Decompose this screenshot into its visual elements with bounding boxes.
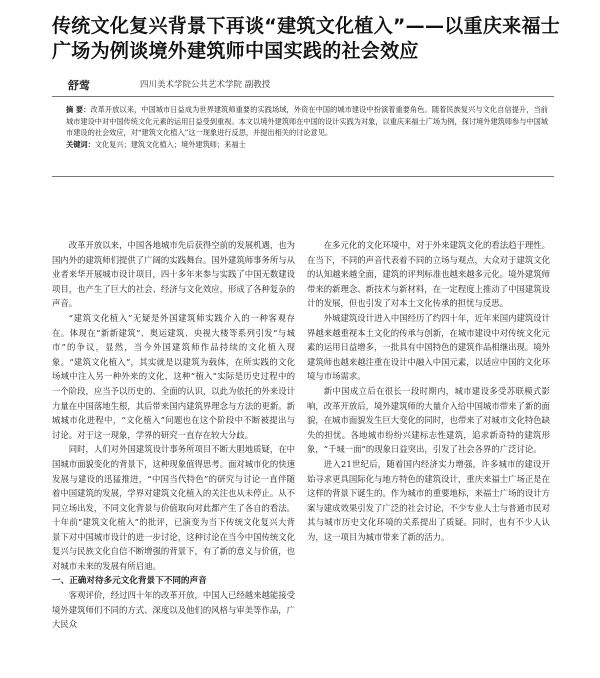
paragraph: 改革开放以来，中国各地城市先后获得空前的发展机遇，也为国内外的建筑师们提供了广阔的实践舞台。国外建筑师事务所与从业者来华开展城市设计项目，四十多年来参与实践了中国无数建设项目，也产生了巨大的社会、经济与文化效应，形成了各种复杂的声音。 [52, 240, 295, 309]
abstract-block [66, 104, 548, 150]
keywords-text: 文化复兴；建筑文化植入；境外建筑师；来福士 [94, 139, 246, 149]
author-affiliation: 四川美术学院公共艺术学院 副教授 [140, 80, 271, 90]
abstract-text: 改革开放以来，中国城市日益成为世界建筑师重要的实践场域，外资在中国的城市建设中扮演着重要角色。随着民族复兴与文化自信提升，当前城市建设中对中国传统文化元素的运用日益受到重视。本文以境外建筑师在中国的设计实践为对象，以重庆来福士广场为例，探讨境外建筑师参与中国城市建设的社会效应，对“建筑文化植入”这一现象进行反思，并提出相关的讨论意见。 [66, 105, 548, 138]
divider-top [52, 96, 554, 97]
body-column-right [307, 238, 550, 544]
section-heading: 一、正确对待多元文化背景下不同的声音 [52, 575, 207, 586]
author-name: 舒莺 [68, 79, 90, 92]
paragraph: 进入21世纪后，随着国内经济实力增强，许多城市的建设开始寻求更具国际化与地方特色的建筑设计，重庆来福士广场正是在这样的背景下诞生的。作为城市的重要地标，来福士广场的设计方案与建成效果引发了广泛的社会讨论，不少专业人士与普通市民对其与城市历史文化环境的关系提出了质疑。同时，也有不少人认为，这一项目为城市带来了新的活力。 [307, 458, 550, 542]
article-title: 传统文化复兴背景下再谈“建筑文化植入”——以重庆来福士广场为例谈境外建筑师中国实践的社会效应 [52, 15, 561, 62]
body-column-left [52, 238, 295, 632]
paragraph: 外城建筑设计进入中国经历了约四十年，近年来国内建筑设计界越来越重视本土文化的传承与创新，在城市建设中对传统文化元素的运用日益增多，一批具有中国特色的建筑作品相继出现。境外建筑师也越来越注重在设计中融入中国元素，以适应中国的文化环境与市场需求。 [307, 312, 550, 382]
paragraph: 新中国成立后在很长一段时期内，城市建设多受苏联模式影响，改革开放后，境外建筑师的大量介入给中国城市带来了新的面貌，在城市面貌发生巨大变化的同时，也带来了对城市文化特色缺失的担忧。各地城市纷纷兴建标志性建筑，追求新奇特的建筑形象，“千城一面”的现象日益突出，引发了社会各界的广泛讨论。 [307, 385, 550, 455]
paragraph: “建筑文化植入”无疑是外国建筑师实践介入的一种客观存在。体现在“新新建筑”、奥运建筑、央视大楼等系列引发“与城市”的争议，显然，当今外国建筑师作品持续的文化植入现象。“建筑文化植入”，其实就是以建筑为载体，在所实践的文化场域中注入另一种外来的文化，这种“植入”实际是历史过程中的一个阶段，应当予以历史的、全面的认识，以此为依托的外来设计力量在中国落地生根，其后带来国内建筑界理念与方法的更新。新城城市化进程中，“文化植入”问题也在这个阶段中不断被提出与讨论。对于这一现象，学界的研究一直存在较大分歧。 [52, 312, 295, 440]
keywords-label: 关键词： [66, 139, 95, 149]
keywords-line [66, 139, 548, 151]
paragraph: 在多元化的文化环境中，对于外来建筑文化的看法趋于理性。在当下，不同的声音代表着不同的立场与观点，大众对于建筑文化的认知越来越全面，建筑的评判标准也越来越多元化。境外建筑师带来的新理念、新技术与新材料，在一定程度上推动了中国建筑设计的发展，但也引发了对本土文化传承的担忧与反思。 [307, 240, 550, 309]
paragraph: 客观评价，经过四十年的改革开放，中国人已经越来越能接受境外建筑师们不同的方式、深度以及他们的风格与审美等作品，广大民众 [52, 590, 295, 630]
paragraph: 同时，人们对外国建筑设计事务所项目不断大胆地质疑，在中国城市面貌变化的背景下，这种现象值得思考。面对城市化的快速发展与建设的迅猛推进，“中国当代特色”的研究与讨论一直伴随着中国建筑的发展，学界对建筑文化植入的关注也从未停止。从不同立场出发，不同文化背景与价值取向对此都产生了各自的看法。十年前“建筑文化植入”的批评，已演变为当下传统文化复兴大背景下对中国城市设计的进一步讨论，这种讨论在当今中国传统文化复兴与民族文化自信不断增强的背景下，有了新的意义与价值，也对城市未来的发展有所启迪。 [52, 444, 295, 572]
abstract-label: 摘 要： [66, 105, 91, 114]
divider-bottom [52, 176, 554, 177]
